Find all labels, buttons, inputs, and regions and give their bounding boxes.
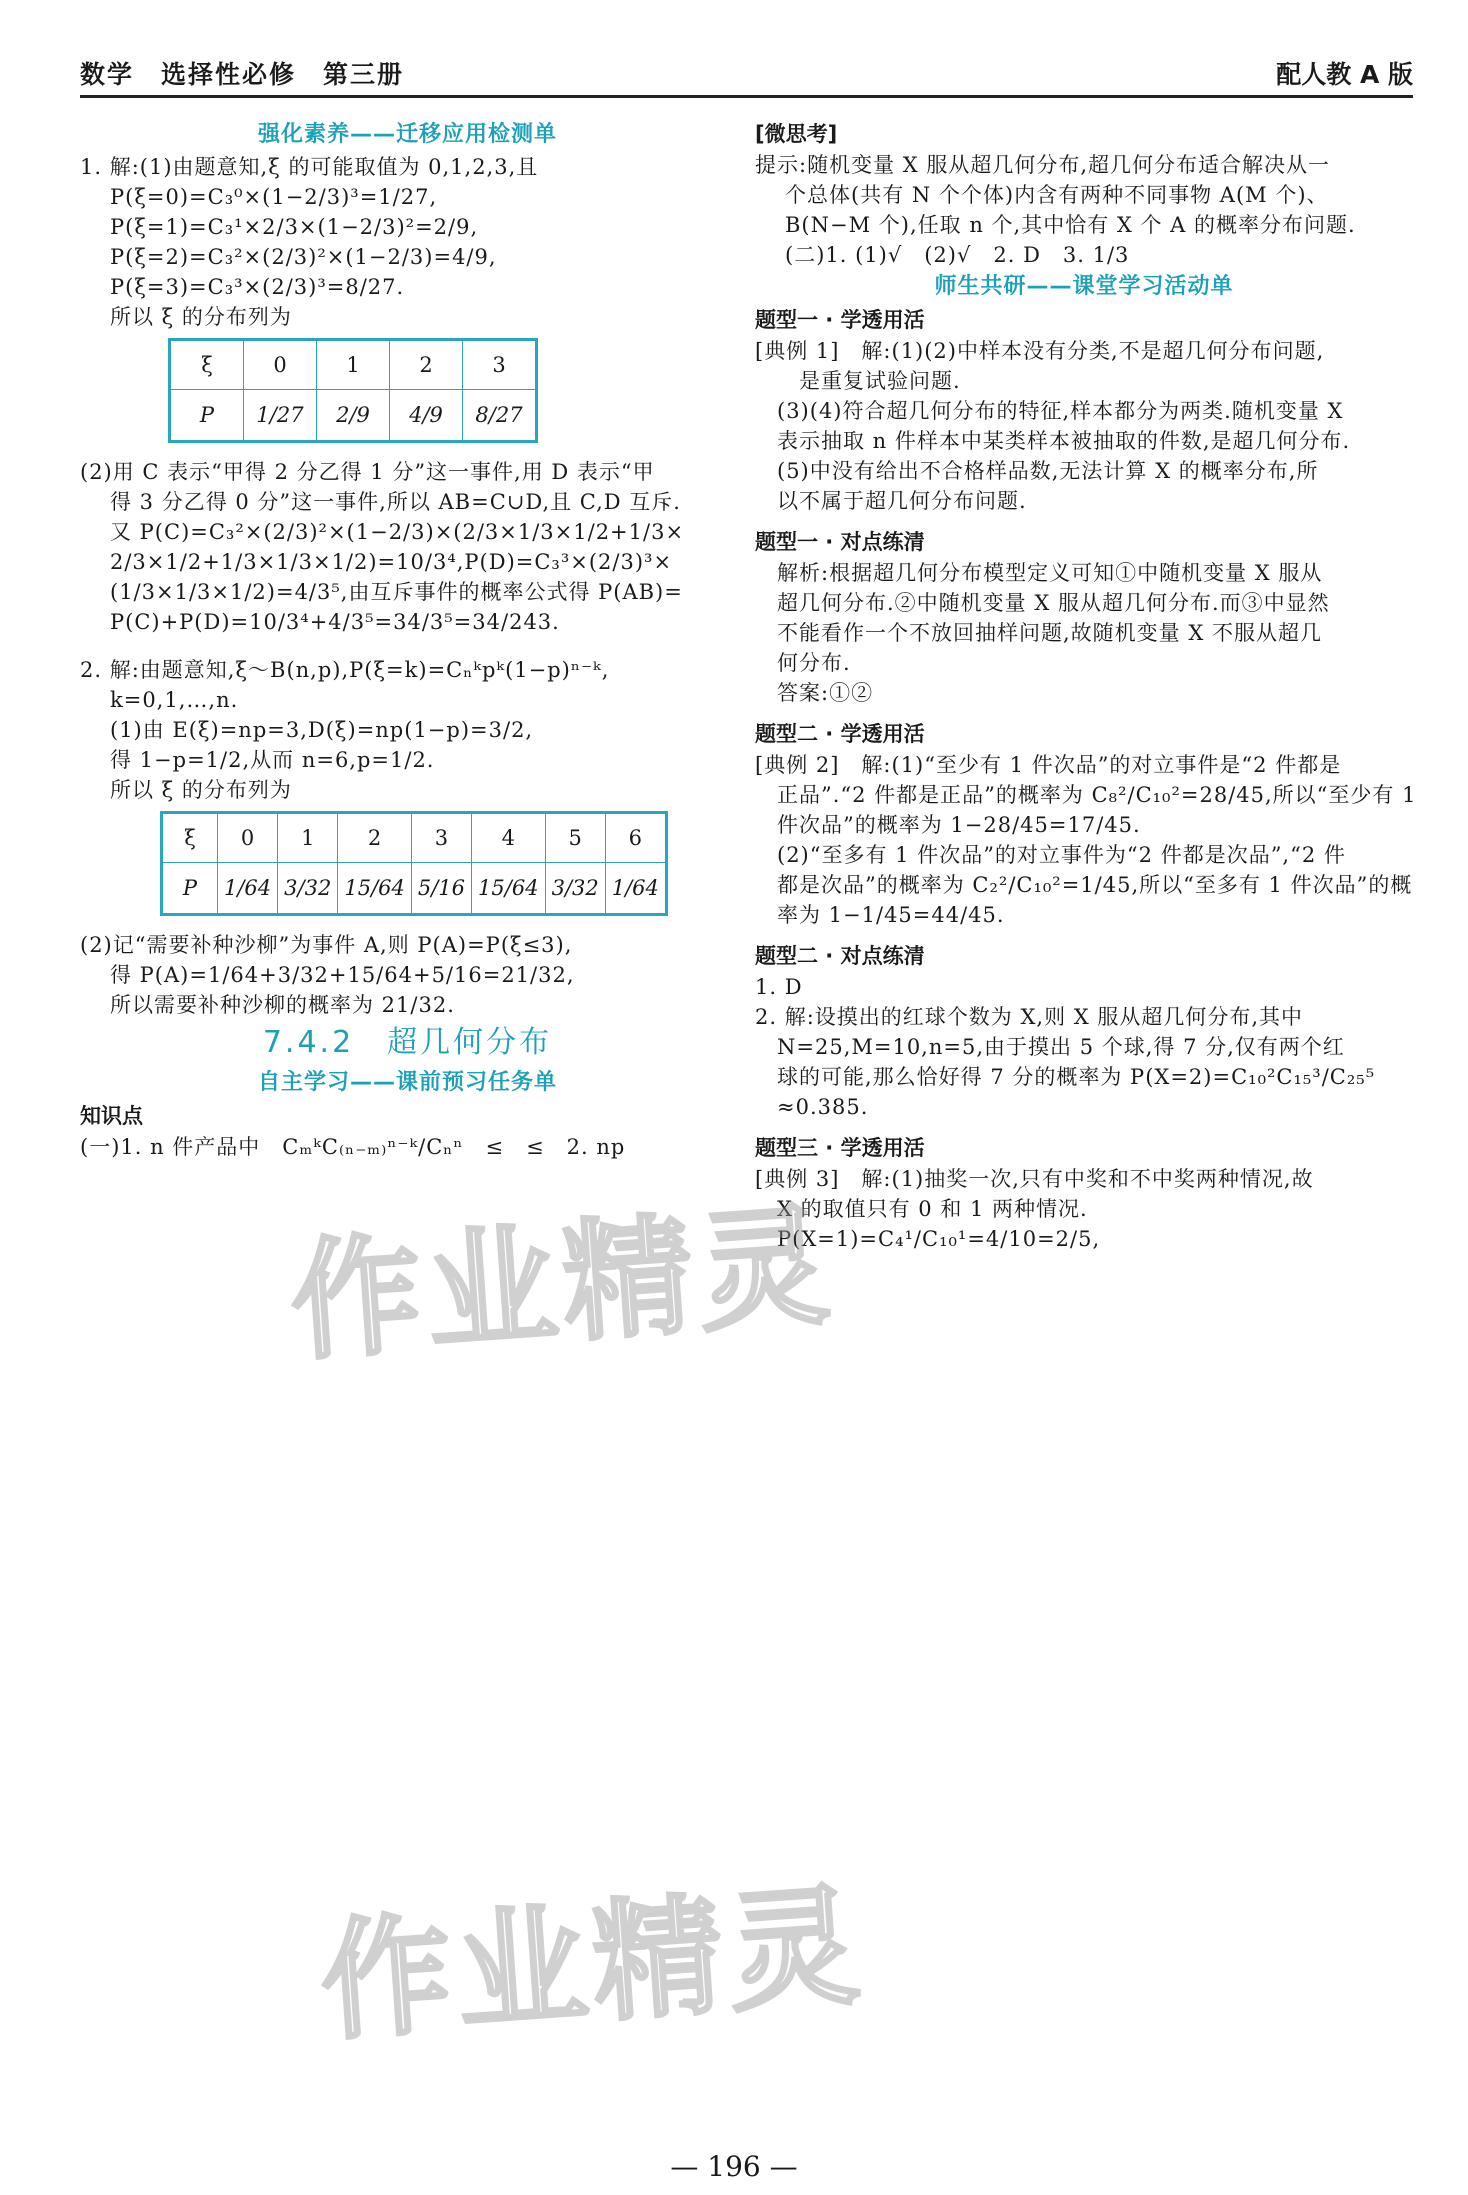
text-line: 超几何分布.②中随机变量 X 服从超几何分布.而③中显然 [755, 591, 1330, 615]
table-cell: 8/27 [463, 390, 537, 442]
page-header [80, 55, 1413, 98]
table-cell: 4 [472, 813, 546, 863]
table-cell: 5 [545, 813, 605, 863]
distribution-table-2 [160, 811, 668, 916]
text-line: 提示:随机变量 X 服从超几何分布,超几何分布适合解决从一 [755, 153, 1331, 177]
table-cell: 0 [218, 813, 278, 863]
text-line: 件次品”的概率为 1−28/45=17/45. [755, 813, 1141, 837]
text-line: P(C)+P(D)=10/3⁴+4/3⁵=34/3⁵=34/243. [110, 610, 560, 634]
text-line: P(ξ=2)=C₃²×(2/3)²×(1−2/3)=4/9, [110, 245, 497, 269]
watermark: 作业精灵 [286, 1189, 840, 1379]
question-1 [80, 152, 735, 332]
table-cell: 2 [338, 813, 412, 863]
text-line: 1. 解:(1)由题意知,ξ 的可能取值为 0,1,2,3,且 [80, 155, 539, 179]
text-line: 不能看作一个不放回抽样问题,故随机变量 X 不服从超几 [755, 621, 1322, 645]
text-line: 得 3 分乙得 0 分”这一事件,所以 AB=C∪D,且 C,D 互斥. [110, 490, 681, 514]
text-line: P(ξ=1)=C₃¹×2/3×(1−2/3)²=2/9, [110, 215, 479, 239]
question-1-part-2 [80, 457, 735, 637]
text-line: (2)记“需要补种沙柳”为事件 A,则 P(A)=P(ξ≤3), [80, 933, 573, 957]
block-heading: 题型一 · 学透用活 [755, 308, 925, 332]
text-line: 所以需要补种沙柳的概率为 21/32. [110, 993, 455, 1017]
block-heading: 题型三 · 学透用活 [755, 1136, 925, 1160]
text-line: (1)由 E(ξ)=np=3,D(ξ)=np(1−p)=3/2, [110, 718, 534, 742]
text-line: 又 P(C)=C₃²×(2/3)²×(1−2/3)×(2/3×1/3×1/2+1/3× [110, 520, 685, 544]
table-cell: 2 [390, 340, 463, 390]
text-line: N=25,M=10,n=5,由于摸出 5 个球,得 7 分,仅有两个红 [755, 1035, 1345, 1059]
text-line: 球的可能,那么恰好得 7 分的概率为 P(X=2)=C₁₀²C₁₅³/C₂₅⁵ [755, 1065, 1376, 1089]
text-line: 所以 ξ 的分布列为 [110, 305, 292, 329]
block-heading: 题型一 · 对点练清 [755, 530, 925, 554]
block-heading: 题型二 · 对点练清 [755, 944, 925, 968]
table-cell: 15/64 [338, 863, 412, 915]
text-line: 以不属于超几何分布问题. [755, 489, 1027, 513]
text-line: X 的取值只有 0 和 1 两种情况. [755, 1197, 1088, 1221]
text-line: 2. 解:由题意知,ξ～B(n,p),P(ξ=k)=Cₙᵏpᵏ(1−p)ⁿ⁻ᵏ, [80, 658, 610, 682]
text-line: (2)“至多有 1 件次品”的对立事件为“2 件都是次品”,“2 件 [755, 843, 1346, 867]
section-title: 强化素养——迁移应用检测单 [257, 122, 557, 147]
table-cell: ξ [170, 340, 244, 390]
question-2 [80, 655, 735, 805]
text-line: 表示抽取 n 件样本中某类样本被抽取的件数,是超几何分布. [755, 429, 1351, 453]
text-line: (1/3×1/3×1/2)=4/3⁵,由互斥事件的概率公式得 P(AB)= [110, 580, 683, 604]
block-heading: 题型二 · 学透用活 [755, 722, 925, 746]
text-line: k=0,1,…,n. [110, 688, 239, 712]
distribution-table-1 [168, 338, 538, 443]
table-cell: 1/64 [218, 863, 278, 915]
section-title-right: 师生共研——课堂学习活动单 [934, 274, 1234, 299]
table-cell: 3 [463, 340, 537, 390]
text-line: (二)1. (1)√ (2)√ 2. D 3. 1/3 [785, 243, 1130, 267]
table-cell: 15/64 [472, 863, 546, 915]
text-line: 个总体(共有 N 个个体)内含有两种不同事物 A(M 个)、 [785, 183, 1329, 207]
text-line: P(X=1)=C₄¹/C₁₀¹=4/10=2/5, [755, 1227, 1101, 1251]
book-title: 数学 选择性必修 第三册 [80, 60, 405, 89]
text-line: [典例 3] 解:(1)抽奖一次,只有中奖和不中奖两种情况,故 [755, 1167, 1314, 1191]
table-cell: P [162, 863, 218, 915]
table-cell: P [170, 390, 244, 442]
text-line: (5)中没有给出不合格样品数,无法计算 X 的概率分布,所 [755, 459, 1319, 483]
edition-label: 配人教 A 版 [1276, 60, 1413, 89]
text-line: [典例 1] 解:(1)(2)中样本没有分类,不是超几何分布问题, [755, 339, 1325, 363]
text-line: P(ξ=0)=C₃⁰×(1−2/3)³=1/27, [110, 185, 438, 209]
text-line: 正品”.“2 件都是正品”的概率为 C₈²/C₁₀²=28/45,所以“至少有 1 [755, 783, 1417, 807]
text-line: B(N−M 个),任取 n 个,其中恰有 X 个 A 的概率分布问题. [785, 213, 1356, 237]
table-cell: 2/9 [317, 390, 390, 442]
text-line: 所以 ξ 的分布列为 [110, 778, 292, 802]
question-2-part-2 [80, 930, 735, 1020]
text-line: 何分布. [755, 651, 851, 675]
subsection-title: 7.4.2 超几何分布 [262, 1025, 553, 1060]
left-column [80, 118, 735, 1162]
table-cell: 3/32 [545, 863, 605, 915]
text-line: P(ξ=3)=C₃³×(2/3)³=8/27. [110, 275, 405, 299]
table-cell: 3/32 [278, 863, 338, 915]
think-content [755, 150, 1413, 270]
knowledge-point-title: 知识点 [80, 1104, 143, 1128]
text-line: 得 1−p=1/2,从而 n=6,p=1/2. [110, 748, 435, 772]
table-cell: 0 [244, 340, 317, 390]
table-cell: 5/16 [411, 863, 471, 915]
table-cell: 1 [278, 813, 338, 863]
text-line: 1. D [755, 975, 803, 999]
table-cell: ξ [162, 813, 218, 863]
page-number: — 196 — [670, 2150, 798, 2183]
table-cell: 1/64 [605, 863, 666, 915]
text-line: [典例 2] 解:(1)“至少有 1 件次品”的对立事件是“2 件都是 [755, 753, 1342, 777]
table-cell: 4/9 [390, 390, 463, 442]
right-column [755, 118, 1417, 1264]
text-line: 都是次品”的概率为 C₂²/C₁₀²=1/45,所以“至多有 1 件次品”的概 [755, 873, 1413, 897]
watermark-2: 作业精灵 [316, 1869, 870, 2059]
text-line: 率为 1−1/45=44/45. [755, 903, 1005, 927]
section-title-2: 自主学习——课前预习任务单 [257, 1070, 557, 1095]
exercise-blocks [755, 304, 1417, 1264]
text-line: 得 P(A)=1/64+3/32+15/64+5/16=21/32, [110, 963, 575, 987]
think-title: [微思考] [755, 122, 838, 146]
table-cell: 6 [605, 813, 666, 863]
text-line: (3)(4)符合超几何分布的特征,样本都分为两类.随机变量 X [755, 399, 1344, 423]
table-cell: 1/27 [244, 390, 317, 442]
table-cell: 3 [411, 813, 471, 863]
text-line: 是重复试验问题. [755, 369, 961, 393]
text-line: 2/3×1/2+1/3×1/3×1/2)=10/3⁴,P(D)=C₃³×(2/3)³× [110, 550, 673, 574]
text-line: 解析:根据超几何分布模型定义可知①中随机变量 X 服从 [755, 561, 1323, 585]
knowledge-point-line: (一)1. n 件产品中 CₘᵏC₍ₙ₋ₘ₎ⁿ⁻ᵏ/Cₙⁿ ≤ ≤ 2. np [80, 1135, 626, 1159]
text-line: 2. 解:设摸出的红球个数为 X,则 X 服从超几何分布,其中 [755, 1005, 1304, 1029]
table-cell: 1 [317, 340, 390, 390]
text-line: ≈0.385. [755, 1095, 869, 1119]
text-line: 答案:①② [755, 681, 874, 705]
text-line: (2)用 C 表示“甲得 2 分乙得 1 分”这一事件,用 D 表示“甲 [80, 460, 655, 484]
